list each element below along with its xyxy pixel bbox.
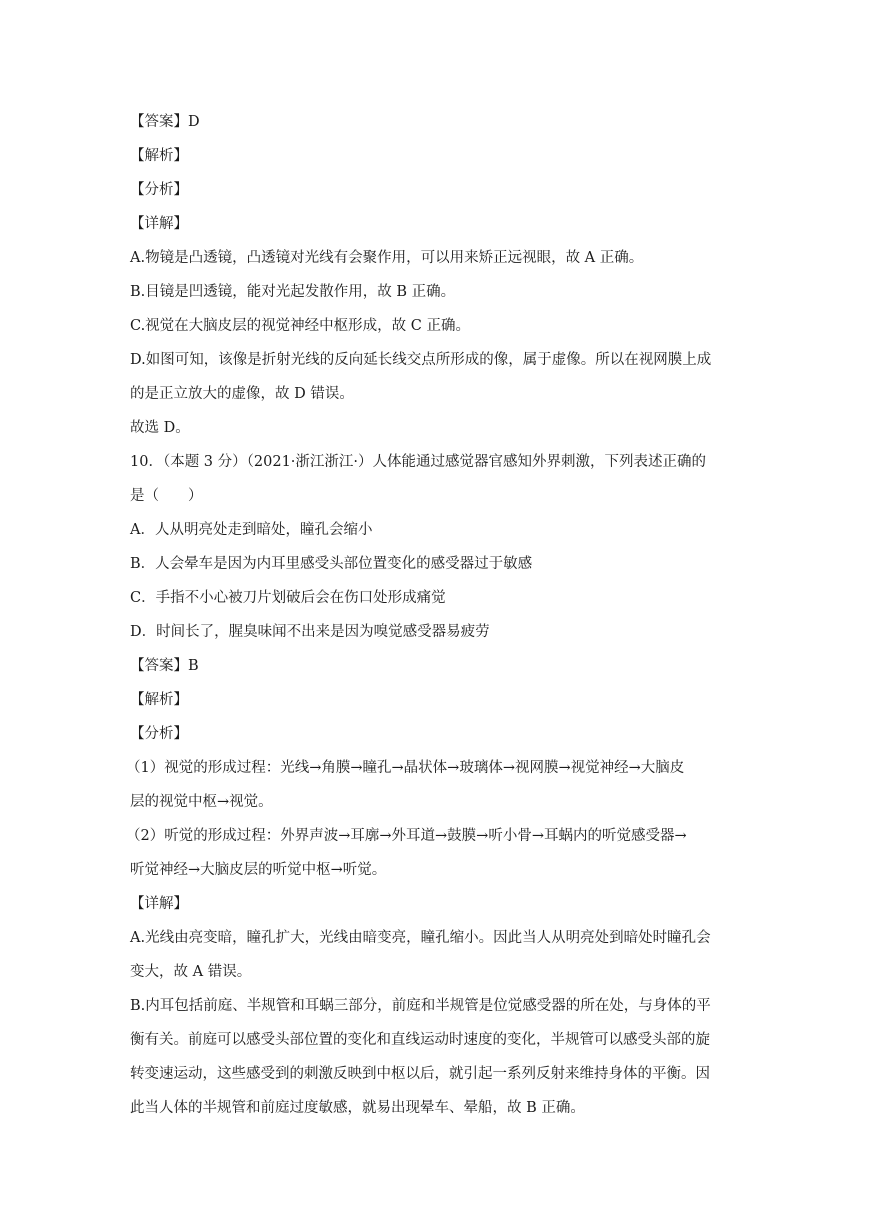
option-b: B．人会晕车是因为内耳里感受头部位置变化的感受器过于敏感 bbox=[130, 556, 533, 572]
answer-label: 【答案】D bbox=[130, 114, 200, 130]
hearing-process-line2: 听觉神经→大脑皮层的听觉中枢→听觉。 bbox=[130, 862, 387, 878]
detail-b2-line1: B.内耳包括前庭、半规管和耳蜗三部分，前庭和半规管是位觉感受器的所在处，与身体的平 bbox=[130, 998, 711, 1014]
vision-process-line2: 层的视觉中枢→视觉。 bbox=[130, 794, 273, 810]
analysis-label: 【解析】 bbox=[130, 148, 188, 164]
detail-d-line2: 的是正立放大的虚像，故 D 错误。 bbox=[130, 386, 354, 402]
option-c: C．手指不小心被刀片划破后会在伤口处形成痛觉 bbox=[130, 590, 446, 606]
option-d: D．时间长了，腥臭味闻不出来是因为嗅觉感受器易疲劳 bbox=[130, 624, 490, 640]
vision-process-line1: （1）视觉的形成过程：光线→角膜→瞳孔→晶状体→玻璃体→视网膜→视觉神经→大脑皮 bbox=[126, 760, 685, 776]
detail-b2-line4: 此当人体的半规管和前庭过度敏感，就易出现晕车、晕船，故 B 正确。 bbox=[130, 1100, 585, 1116]
analysis-sub-label: 【分析】 bbox=[130, 182, 188, 198]
detail-a2-line1: A.光线由亮变暗，瞳孔扩大，光线由暗变亮，瞳孔缩小。因此当人从明亮处到暗处时瞳孔会 bbox=[130, 930, 711, 946]
answer-label-2: 【答案】B bbox=[130, 658, 199, 674]
detail-b2-line2: 衡有关。前庭可以感受头部位置的变化和直线运动时速度的变化，半规管可以感受头部的旋 bbox=[130, 1032, 710, 1048]
question-10-line1: 10．（本题 3 分）（2021·浙江浙江·）人体能通过感觉器官感知外界刺激，下列表述正确的 bbox=[130, 454, 707, 470]
detail-label: 【详解】 bbox=[130, 216, 188, 232]
detail-label-2: 【详解】 bbox=[130, 896, 188, 912]
detail-c: C.视觉在大脑皮层的视觉神经中枢形成，故 C 正确。 bbox=[130, 318, 470, 334]
detail-d-line1: D.如图可知，该像是折射光线的反向延长线交点所形成的像，属于虚像。所以在视网膜上成 bbox=[130, 352, 712, 368]
hearing-process-line1: （2）听觉的形成过程：外界声波→耳廓→外耳道→鼓膜→听小骨→耳蜗内的听觉感受器→ bbox=[126, 828, 687, 844]
detail-a: A.物镜是凸透镜，凸透镜对光线有会聚作用，可以用来矫正远视眼，故 A 正确。 bbox=[130, 250, 644, 266]
analysis-sub-label-2: 【分析】 bbox=[130, 726, 188, 742]
analysis-label-2: 【解析】 bbox=[130, 692, 188, 708]
detail-a2-line2: 变大，故 A 错误。 bbox=[130, 964, 252, 980]
choice-conclusion: 故选 D。 bbox=[130, 420, 190, 436]
option-a: A．人从明亮处走到暗处，瞳孔会缩小 bbox=[130, 522, 373, 538]
question-10-line2: 是（ ） bbox=[130, 488, 203, 504]
detail-b: B.目镜是凹透镜，能对光起发散作用，故 B 正确。 bbox=[130, 284, 456, 300]
detail-b2-line3: 转变速运动，这些感受到的刺激反映到中枢以后，就引起一系列反射来维持身体的平衡。因 bbox=[130, 1066, 710, 1082]
